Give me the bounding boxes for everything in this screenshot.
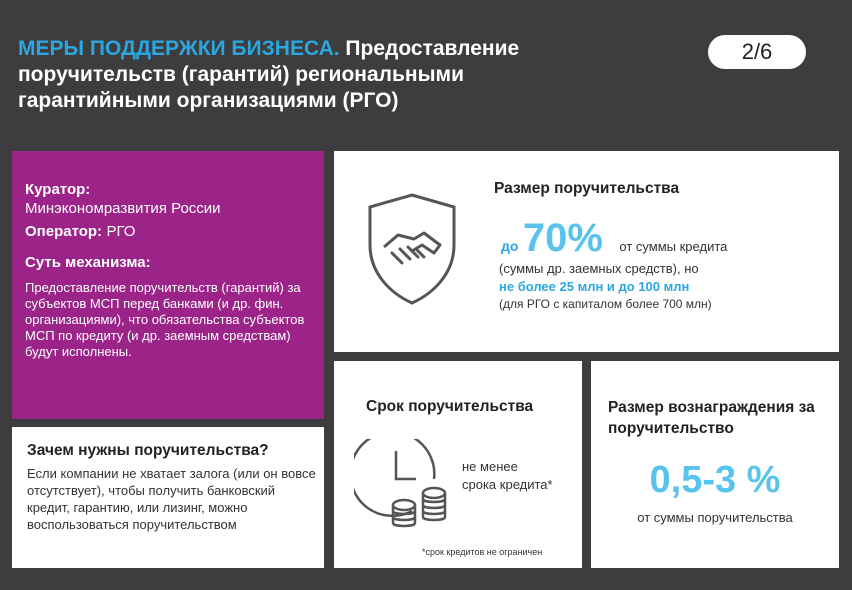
size-title: Размер поручительства: [494, 180, 680, 197]
essence-label: Суть механизма:: [25, 254, 151, 271]
essence-text: Предоставление поручительств (гарантий) за субъектов МСП перед банками (и др. фин. организациями), что обязательства субъектов МСП по кредиту (и др. заемным средствам) будут исполнены.: [25, 280, 305, 359]
term-title: Срок поручительства: [366, 398, 534, 415]
title-accent: МЕРЫ ПОДДЕРЖКИ БИЗНЕСА.: [18, 37, 340, 60]
term-text-line2: срока кредита*: [462, 477, 553, 492]
size-limit: не более 25 млн и до 100 млн: [499, 279, 690, 294]
size-percent: 70%: [522, 216, 603, 260]
size-prefix: до: [501, 238, 519, 254]
size-note: (для РГО с капиталом более 700 млн): [499, 297, 712, 311]
curator-label: Куратор:: [25, 181, 91, 198]
size-of-credit: от суммы кредита: [619, 239, 728, 254]
term-card: [334, 361, 582, 568]
term-note: *срок кредитов не ограничен: [422, 547, 543, 557]
curator-value: Минэкономразвития России: [25, 200, 221, 217]
size-line2: (суммы др. заемных средств), но: [499, 261, 699, 276]
page-title: [18, 36, 618, 114]
title-rest: Предоставление поручительств (гарантий) региональными гарантийными организациями (РГО): [18, 37, 520, 112]
operator-label: Оператор:: [25, 223, 103, 240]
handshake-shield-icon: [362, 189, 462, 309]
size-percent-row: [501, 218, 727, 258]
why-title: Зачем нужны поручительства?: [27, 442, 269, 459]
fee-title: Размер вознаграждения за поручительство: [608, 399, 815, 437]
mechanism-card: [12, 151, 324, 419]
term-text: [462, 458, 553, 494]
operator-value: РГО: [106, 223, 136, 240]
operator-row: [25, 223, 135, 241]
fee-subtitle: от суммы поручительства: [637, 510, 793, 525]
fee-value: 0,5-3 %: [649, 459, 781, 501]
why-text: Если компании не хватает залога (или он вовсе отсутствует), чтобы получить банковский кредит, гарантию, или лизинг, можно воспользоваться поручительством: [27, 466, 316, 532]
page-counter: 2/6: [708, 35, 806, 69]
fee-card: [591, 361, 839, 568]
clock-coins-icon: [354, 439, 458, 535]
guarantee-size-card: [334, 151, 839, 352]
term-text-line1: не менее: [462, 459, 518, 474]
why-card: [12, 427, 324, 568]
